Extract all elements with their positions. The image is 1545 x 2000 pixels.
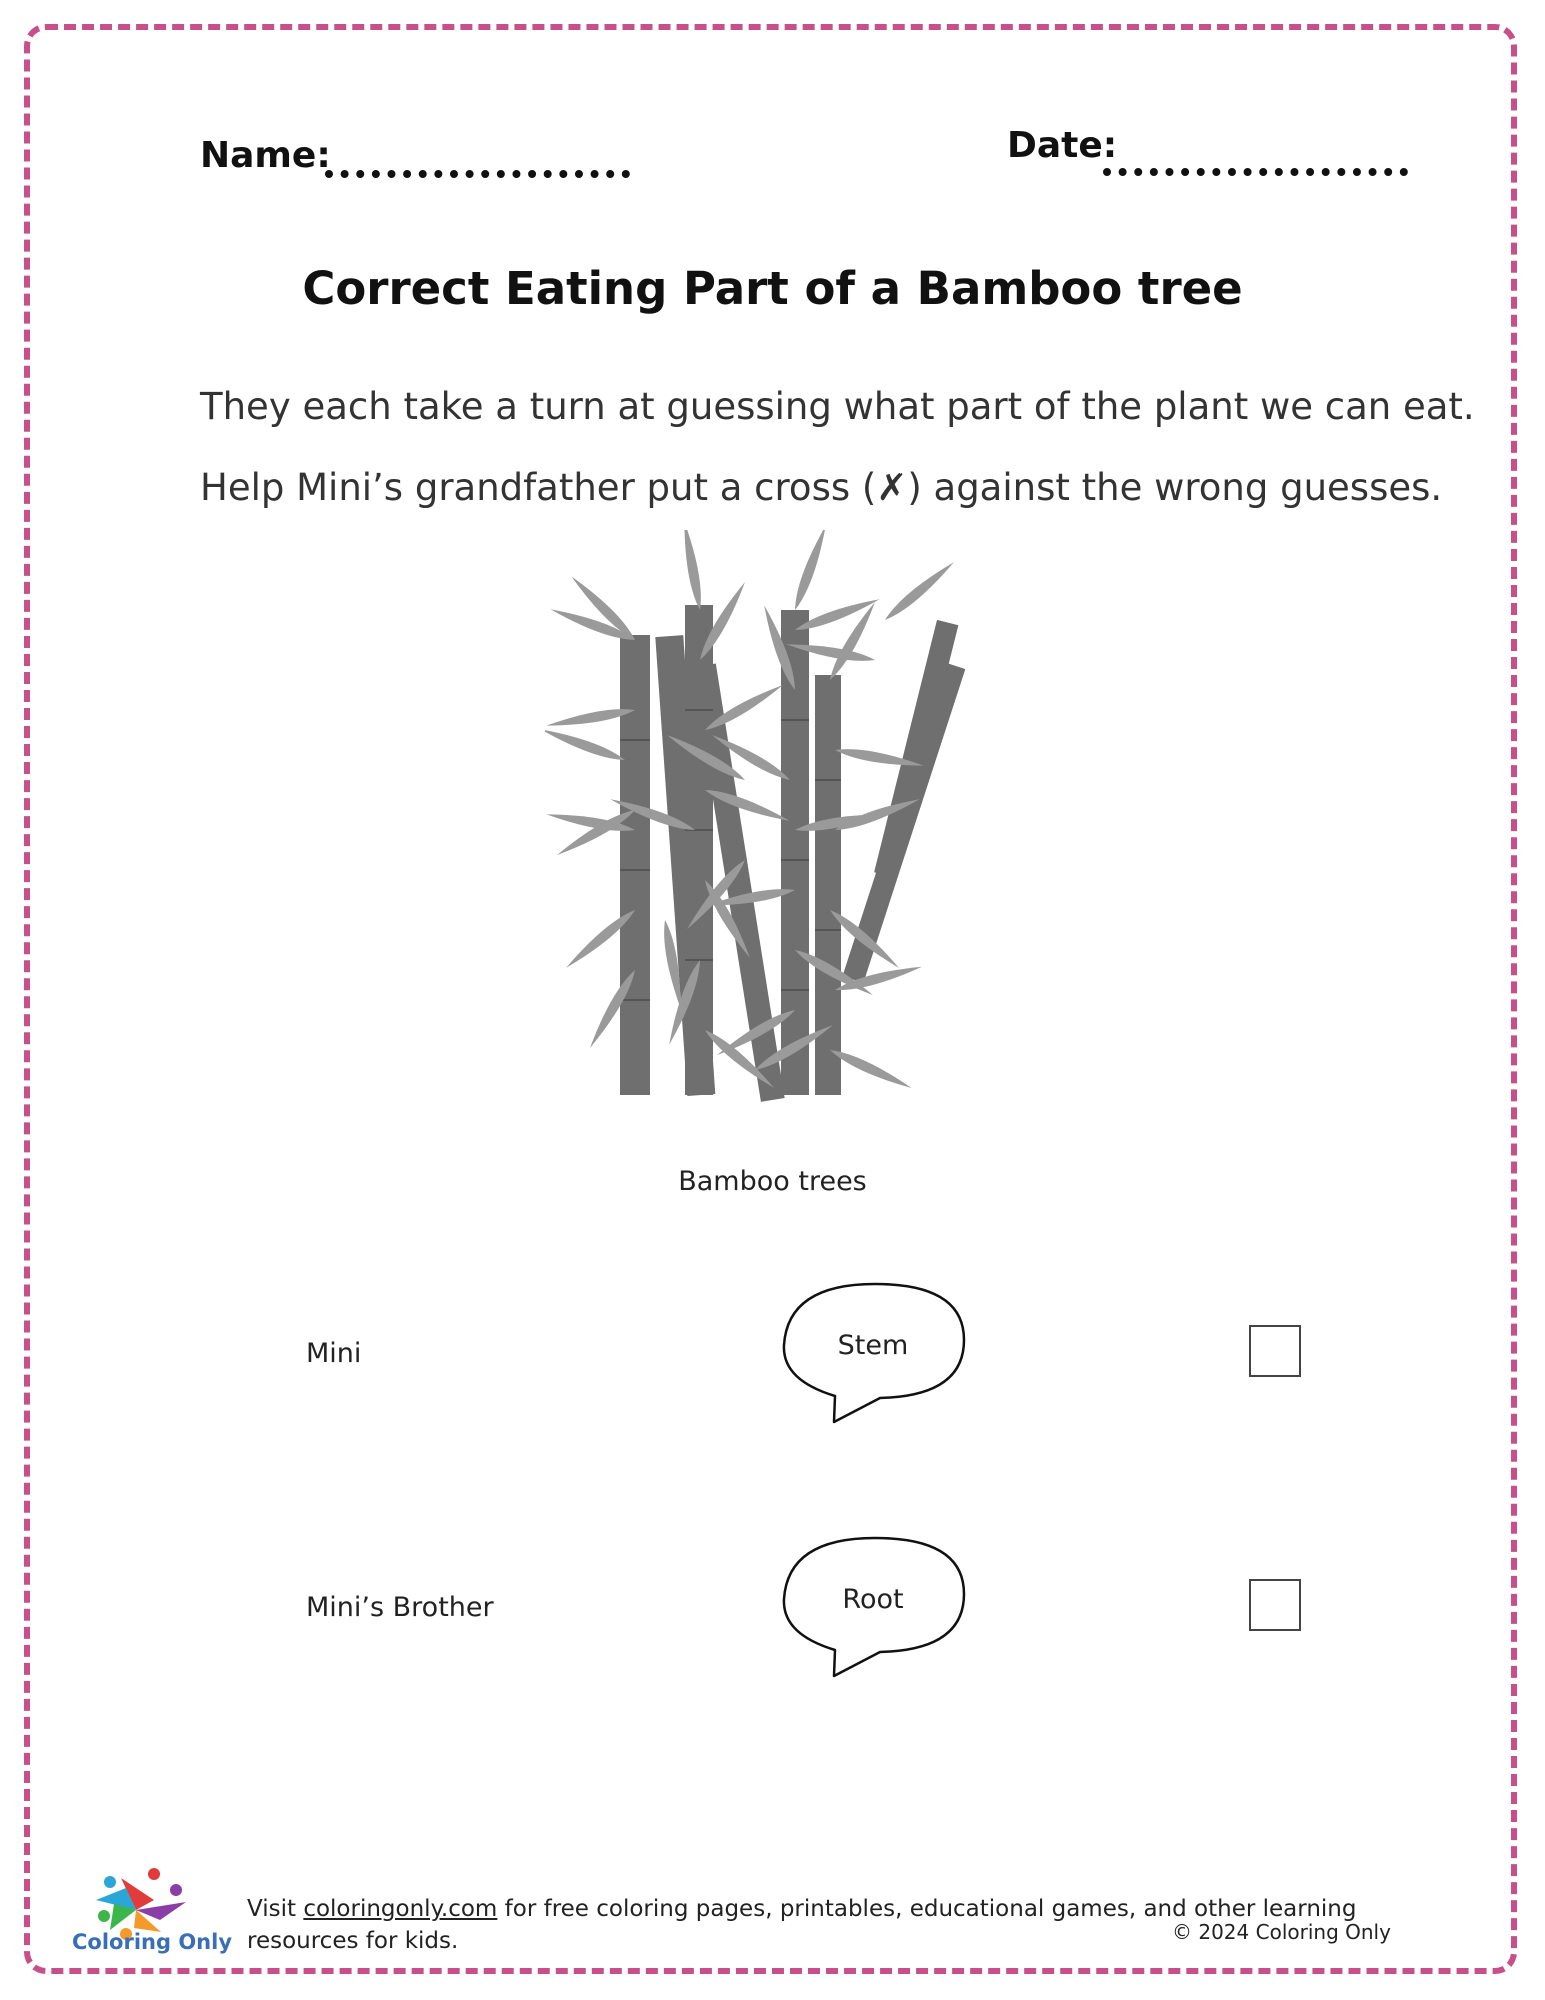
guess-text: Root (842, 1584, 904, 1615)
image-caption: Bamboo trees (678, 1166, 867, 1197)
logo-text: Coloring Only (72, 1930, 233, 1954)
footer-visit-suffix: for free coloring pages, printables, educational games, and other learning resources for kids. (247, 1896, 1357, 1954)
person-label: Mini’s Brother (306, 1592, 494, 1623)
instruction-line-2: Help Mini’s grandfather put a cross (✗) against the wrong guesses. (200, 466, 1443, 509)
speech-bubble (780, 1280, 970, 1430)
person-label: Mini (306, 1338, 362, 1369)
guess-text: Stem (837, 1330, 909, 1361)
answer-checkbox[interactable] (1249, 1579, 1301, 1631)
name-label: Name: (200, 135, 331, 176)
date-label: Date: (1007, 125, 1118, 166)
name-field[interactable] (325, 170, 630, 178)
page-title: Correct Eating Part of a Bamboo tree (302, 262, 1243, 315)
copyright: © 2024 Coloring Only (1172, 1920, 1391, 1944)
instruction-line-1: They each take a turn at guessing what part of the plant we can eat. (200, 385, 1475, 428)
date-field[interactable] (1103, 168, 1408, 176)
answer-checkbox[interactable] (1249, 1325, 1301, 1377)
footer-visit-prefix: Visit (247, 1896, 304, 1922)
speech-bubble (780, 1534, 970, 1684)
bamboo-illustration (545, 530, 965, 1130)
coloringonly-link[interactable]: coloringonly.com (303, 1896, 498, 1922)
